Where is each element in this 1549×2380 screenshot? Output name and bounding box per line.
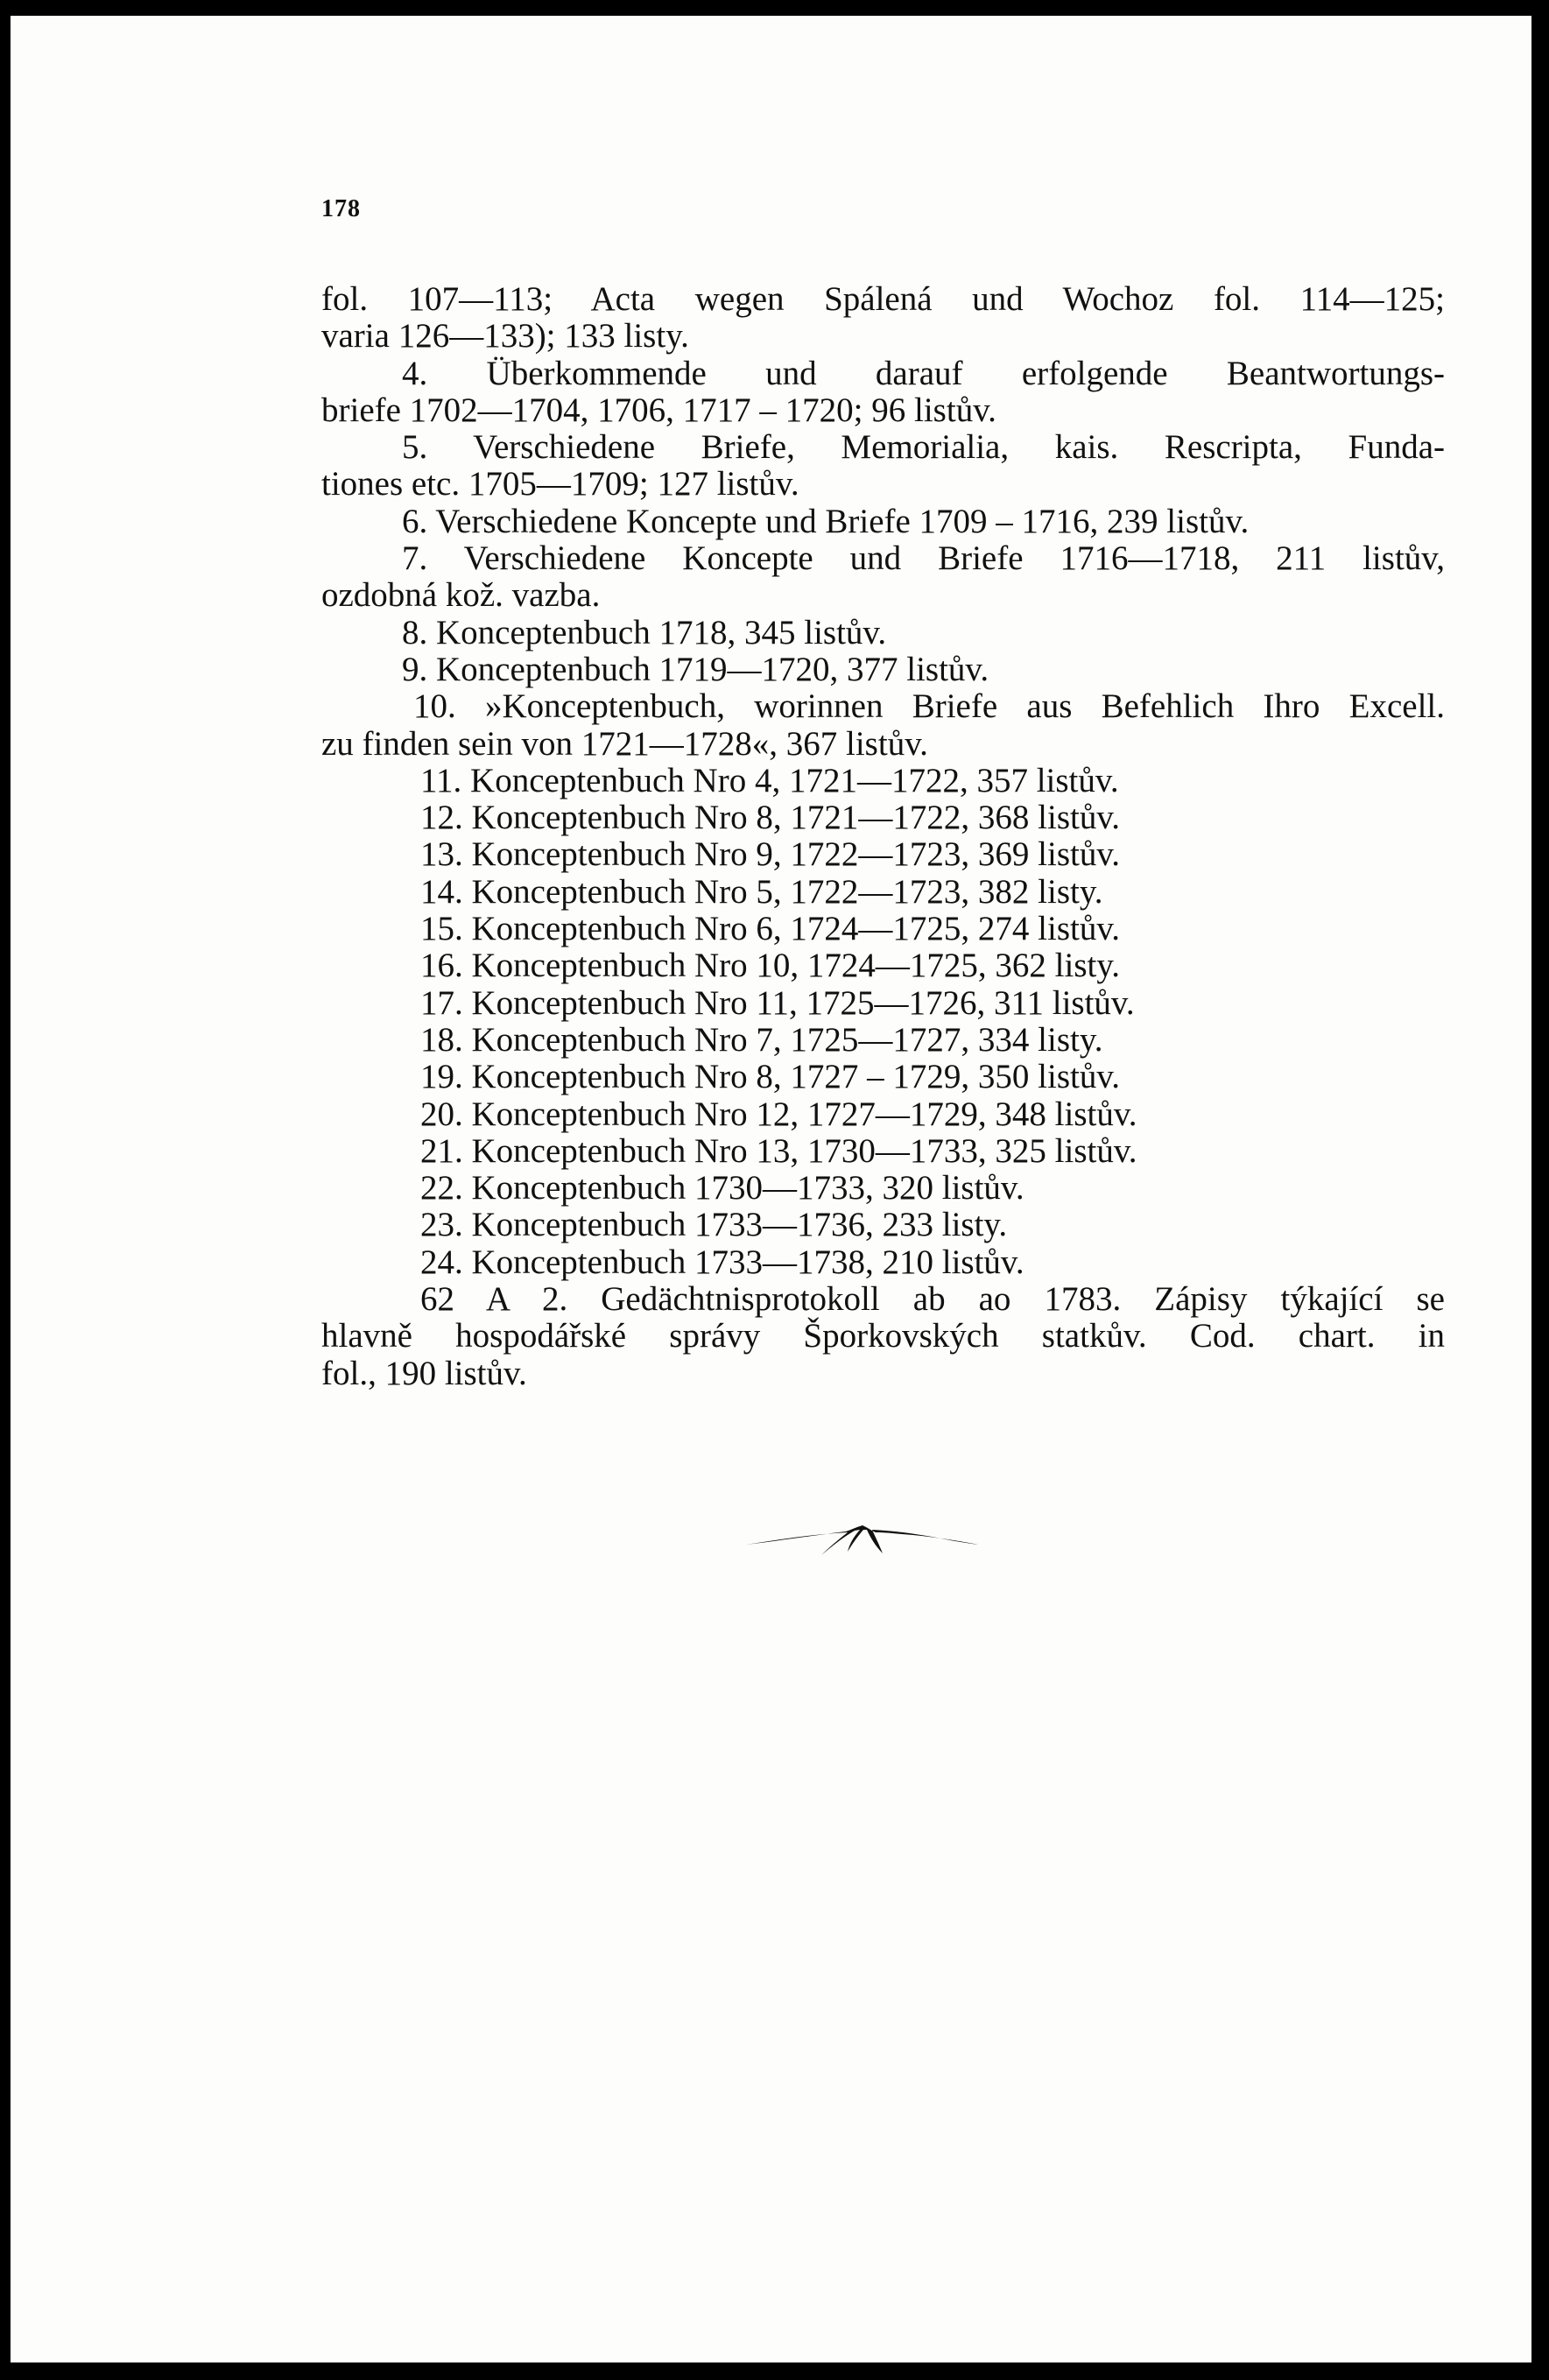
text-line: 7. Verschiedene Koncepte und Briefe 1716—1718, 211 listův, [402, 539, 1445, 578]
text-line: hlavně hospodářské správy Šporkovských statkův. Cod. chart. in [321, 1317, 1445, 1355]
text-line: 8. Konceptenbuch 1718, 345 listův. [402, 613, 887, 651]
text-line: 13. Konceptenbuch Nro 9, 1722—1723, 369 listův. [420, 835, 1121, 874]
text-line: 62 A 2. Gedächtnisprotokoll ab ao 1783. Zápisy týkající se [420, 1280, 1445, 1319]
text-line: 19. Konceptenbuch Nro 8, 1727 – 1729, 350 listův. [420, 1058, 1121, 1096]
text-line: 24. Konceptenbuch 1733—1738, 210 listův. [420, 1243, 1024, 1281]
text-line: 10. »Konceptenbuch, worinnen Briefe aus Befehlich Ihro Excell. [413, 687, 1445, 726]
text-line: fol., 190 listův. [321, 1354, 527, 1392]
document-page [11, 16, 1531, 2362]
text-line: 12. Konceptenbuch Nro 8, 1721—1722, 368 listův. [420, 799, 1121, 837]
text-line: 6. Verschiedene Koncepte und Briefe 1709 – 1716, 239 listův. [402, 502, 1250, 540]
text-line: fol. 107—113; Acta wegen Spálená und Wochoz fol. 114—125; [321, 280, 1445, 318]
page-number: 178 [321, 195, 361, 222]
text-line: 22. Konceptenbuch 1730—1733, 320 listův. [420, 1169, 1024, 1208]
text-line: 17. Konceptenbuch Nro 11, 1725—1726, 311 listův. [420, 983, 1135, 1022]
text-line: 11. Konceptenbuch Nro 4, 1721—1722, 357 listův. [420, 761, 1119, 799]
text-line: tiones etc. 1705—1709; 127 listův. [321, 465, 799, 503]
text-line: 9. Konceptenbuch 1719—1720, 377 listův. [402, 650, 989, 688]
text-line: 23. Konceptenbuch 1733—1736, 233 listy. [420, 1206, 1008, 1244]
text-line: 16. Konceptenbuch Nro 10, 1724—1725, 362 listy. [420, 947, 1121, 985]
text-line: 18. Konceptenbuch Nro 7, 1725—1727, 334 listy. [420, 1020, 1103, 1059]
text-line: 20. Konceptenbuch Nro 12, 1727—1729, 348 listův. [420, 1095, 1137, 1133]
text-line: 15. Konceptenbuch Nro 6, 1724—1725, 274 listův. [420, 910, 1121, 948]
text-line: briefe 1702—1704, 1706, 1717 – 1720; 96 listův. [321, 391, 996, 429]
text-line: 4. Überkommende und darauf erfolgende Beantwortungs- [402, 354, 1445, 392]
text-line: 5. Verschiedene Briefe, Memorialia, kais. Rescripta, Funda- [402, 428, 1445, 467]
text-body [321, 281, 1445, 1392]
text-line: 21. Konceptenbuch Nro 13, 1730—1733, 325 listův. [420, 1131, 1137, 1170]
text-line: ozdobná kož. vazba. [321, 576, 601, 615]
text-line: varia 126—133); 133 listy. [321, 317, 689, 356]
text-line: 14. Konceptenbuch Nro 5, 1722—1723, 382 listy. [420, 872, 1103, 911]
ornament-divider [744, 1520, 981, 1559]
text-line: zu finden sein von 1721—1728«, 367 listův. [321, 724, 928, 763]
